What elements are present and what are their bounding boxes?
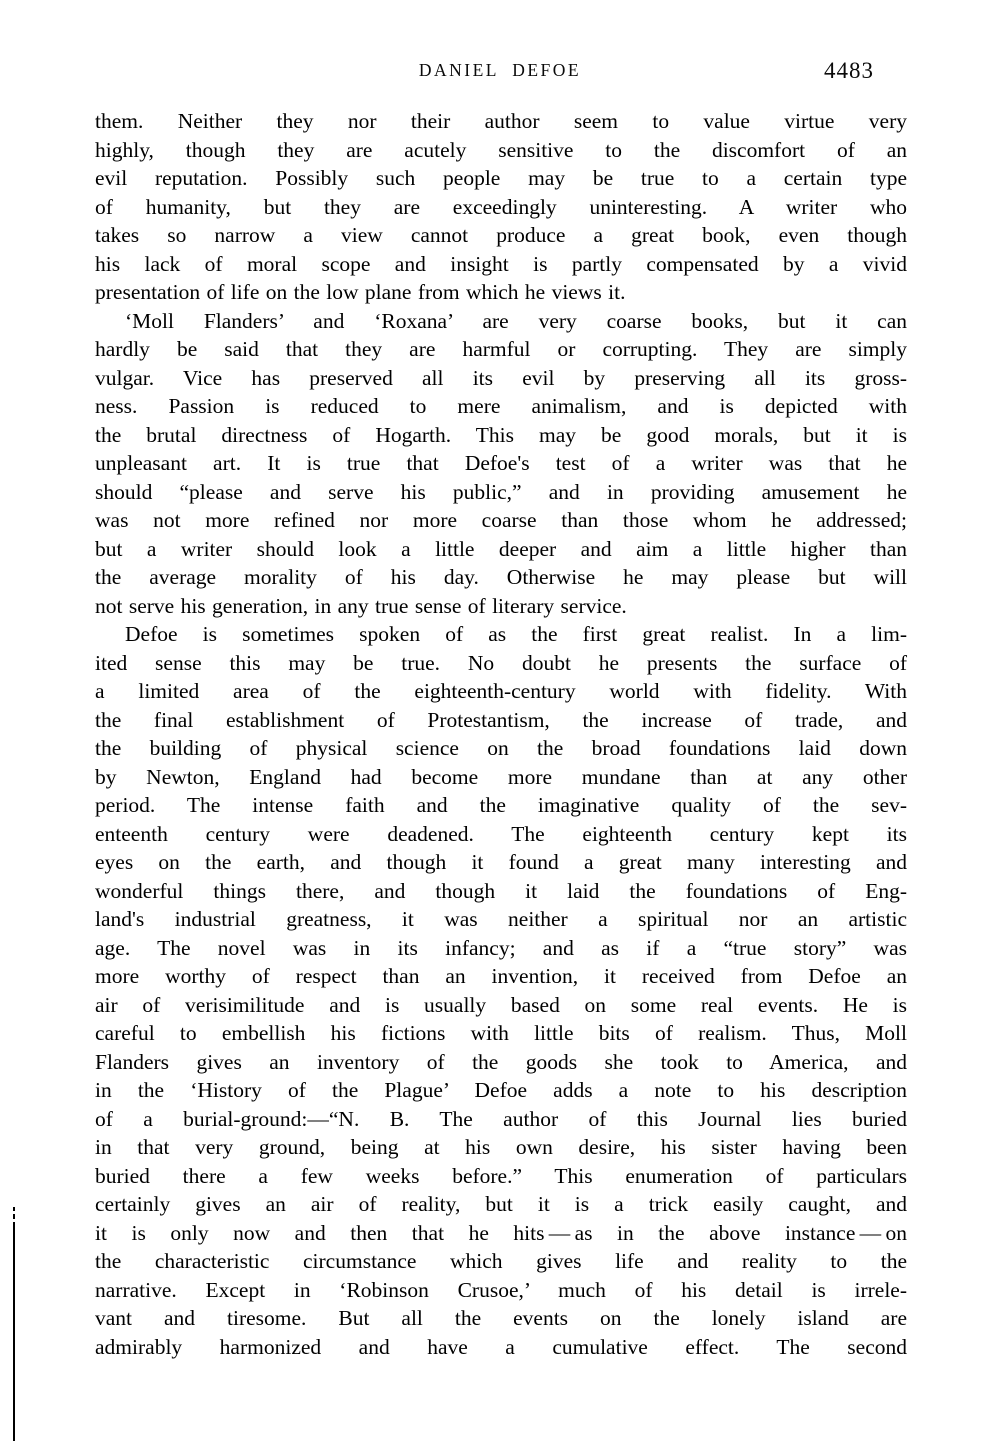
- text-line: careful to embellish his fictions with little bits of realism. Thus, Moll: [95, 1021, 907, 1045]
- text-line: admirably harmonized and have a cumulative effect. The second: [95, 1334, 907, 1359]
- text-line: the building of physical science on the broad foundations laid down: [95, 736, 907, 760]
- text-line: evil reputation. Possibly such people may be true to a certain type: [95, 166, 907, 190]
- text-line: by Newton, England had become more mundane than at any other: [95, 764, 907, 789]
- text-line: land's industrial greatness, it was neither a spiritual nor an artistic: [95, 907, 907, 931]
- text-line: more worthy of respect than an invention, it received from Defoe an: [95, 964, 907, 988]
- body-text: [95, 107, 907, 1361]
- text-line: hardly be said that they are harmful or corrupting. They are simply: [95, 337, 907, 361]
- text-line: of humanity, but they are exceedingly uninteresting. A writer who: [95, 194, 907, 219]
- text-line: in that very ground, being at his own desire, his sister having been: [95, 1135, 907, 1159]
- text-line: should “please and serve his public,” and in providing amusement he: [95, 479, 907, 504]
- paragraph: [95, 307, 907, 621]
- text-line: the characteristic circumstance which gives life and reality to the: [95, 1249, 907, 1273]
- text-line: ited sense this may be true. No doubt he presents the surface of: [95, 650, 907, 675]
- text-line: highly, though they are acutely sensitive to the discomfort of an: [95, 137, 907, 162]
- text-line: the average morality of his day. Otherwise he may please but will: [95, 565, 907, 589]
- page-number: 4483: [824, 58, 874, 83]
- text-line: buried there a few weeks before.” This enumeration of particulars: [95, 1163, 907, 1188]
- paragraph: [95, 107, 907, 307]
- text-line: vulgar. Vice has preserved all its evil by preserving all its gross-: [95, 365, 907, 390]
- paragraph: [95, 620, 907, 1361]
- text-line: eyes on the earth, and though it found a great many interesting and: [95, 850, 907, 874]
- text-line: but a writer should look a little deeper and aim a little higher than: [95, 536, 907, 561]
- text-line: was not more refined nor more coarse than those whom he addressed;: [95, 508, 907, 532]
- text-line: it is only now and then that he hits — as in the above instance — on: [95, 1220, 907, 1245]
- text-line: Flanders gives an inventory of the goods she took to America, and: [95, 1049, 907, 1074]
- text-line: enteenth century were deadened. The eighteenth century kept its: [95, 821, 907, 846]
- text-line: a limited area of the eighteenth-century world with fidelity. With: [95, 679, 907, 703]
- scan-artifact-line: [13, 1207, 15, 1441]
- text-line: age. The novel was in its infancy; and as if a “true story” was: [95, 935, 907, 960]
- page-header-title: DANIEL DEFOE: [418, 60, 582, 80]
- text-line: period. The intense faith and the imaginative quality of the sev-: [95, 793, 907, 817]
- text-line: unpleasant art. It is true that Defoe's test of a writer was that he: [95, 451, 907, 475]
- text-line: vant and tiresome. But all the events on the lonely island are: [95, 1306, 907, 1330]
- text-line: certainly gives an air of reality, but it is a trick easily caught, and: [95, 1192, 907, 1216]
- text-line: presentation of life on the low plane from which he views it.: [95, 280, 626, 304]
- text-line: his lack of moral scope and insight is partly compensated by a vivid: [95, 251, 907, 276]
- text-line: air of verisimilitude and is usually based on some real events. He is: [95, 992, 907, 1017]
- text-line: ness. Passion is reduced to mere animalism, and is depicted with: [95, 394, 907, 418]
- text-line: in the ‘History of the Plague’ Defoe adds a note to his description: [95, 1078, 907, 1102]
- text-line: the final establishment of Protestantism, the increase of trade, and: [95, 707, 907, 732]
- text-line: Defoe is sometimes spoken of as the first great realist. In a lim-: [125, 622, 907, 646]
- text-line: wonderful things there, and though it laid the foundations of Eng-: [95, 878, 907, 903]
- text-line: ‘Moll Flanders’ and ‘Roxana’ are very coarse books, but it can: [125, 308, 907, 333]
- text-line: the brutal directness of Hogarth. This may be good morals, but it is: [95, 422, 907, 447]
- text-line: not serve his generation, in any true sense of literary service.: [95, 593, 627, 618]
- text-line: narrative. Except in ‘Robinson Crusoe,’ much of his detail is irrele-: [95, 1277, 907, 1302]
- text-line: takes so narrow a view cannot produce a great book, even though: [95, 223, 907, 247]
- text-line: them. Neither they nor their author seem to value virtue very: [95, 109, 907, 133]
- text-line: of a burial-ground:—“N. B. The author of this Journal lies buried: [95, 1106, 907, 1131]
